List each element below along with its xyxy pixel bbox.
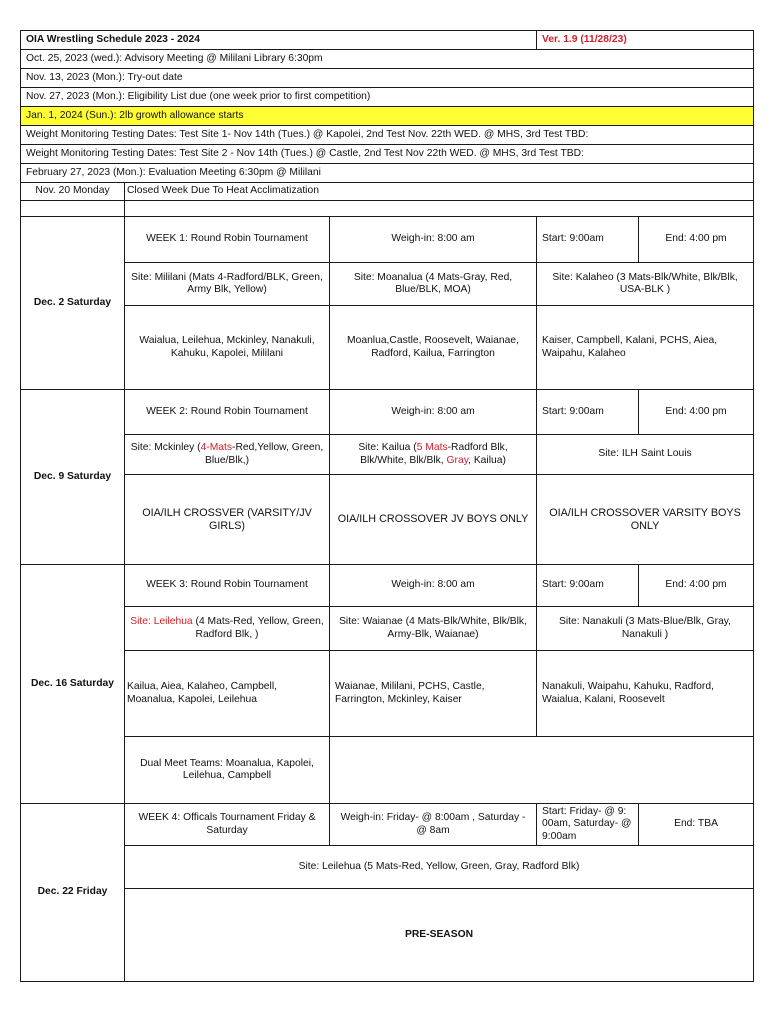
week3-header-row — [21, 565, 754, 607]
week2-start: Start: 9:00am — [537, 390, 639, 435]
week2-crossover-girls: OIA/ILH CROSSVER (VARSITY/JV GIRLS) — [125, 475, 330, 565]
week3-start: Start: 9:00am — [537, 565, 639, 607]
note-row — [21, 164, 754, 183]
week3-dual-meet-teams: Dual Meet Teams: Moanalua, Kapolei, Leilehua, Campbell — [125, 737, 330, 804]
week1-teams-mililani: Waialua, Leilehua, Mckinley, Nanakuli, Kahuku, Kapolei, Mililani — [125, 306, 330, 390]
week3-teams-waianae: Waianae, Mililani, PCHS, Castle, Farrington, Mckinley, Kaiser — [330, 651, 537, 737]
week4-weigh-in: Weigh-in: Friday- @ 8:00am , Saturday - @ 8am — [330, 804, 537, 846]
week1-teams-kalaheo: Kaiser, Campbell, Kalani, PCHS, Aiea, Waipahu, Kalaheo — [537, 306, 754, 390]
document-title: OIA Wrestling Schedule 2023 - 2024 — [21, 31, 537, 50]
closed-week-date: Nov. 20 Monday — [21, 183, 125, 201]
week2-site-kailua-end: , Kailua) — [468, 454, 506, 466]
week3-dual-meet-row — [21, 737, 754, 804]
week1-site-moanalua: Site: Moanalua (4 Mats-Gray, Red, Blue/BLK, MOA) — [330, 263, 537, 306]
week2-date: Dec. 9 Saturday — [21, 390, 125, 565]
week1-site-mililani: Site: Mililani (Mats 4-Radford/BLK, Green, Army Blk, Yellow) — [125, 263, 330, 306]
week1-weigh-in: Weigh-in: 8:00 am — [330, 217, 537, 263]
empty-cell — [125, 201, 754, 217]
note-row — [21, 145, 754, 164]
week2-crossover-varsity-boys: OIA/ILH CROSSOVER VARSITY BOYS ONLY — [537, 475, 754, 565]
week3-title: WEEK 3: Round Robin Tournament — [125, 565, 330, 607]
note-weight-testing-site1: Weight Monitoring Testing Dates: Test Site 1- Nov 14th (Tues.) @ Kapolei, 2nd Test Nov. 22th WED. @ MHS, 3rd Test TBD: — [21, 126, 754, 145]
week4-header-row — [21, 804, 754, 846]
week3-site-nanakuli: Site: Nanakuli (3 Mats-Blue/Blk, Gray, Nanakuli ) — [537, 607, 754, 651]
week3-sites-row — [21, 607, 754, 651]
week2-sites-row — [21, 435, 754, 475]
week3-teams-nanakuli: Nanakuli, Waipahu, Kahuku, Radford, Waialua, Kalani, Roosevelt — [537, 651, 754, 737]
week1-teams-row — [21, 306, 754, 390]
week1-site-kalaheo: Site: Kalaheo (3 Mats-Blk/White, Blk/Blk, USA-BLK ) — [537, 263, 754, 306]
week1-teams-moanalua: Moanlua,Castle, Roosevelt, Waianae, Radford, Kailua, Farrington — [330, 306, 537, 390]
week4-start: Start: Friday- @ 9: 00am, Saturday- @ 9:00am — [537, 804, 639, 846]
schedule-table — [20, 30, 754, 982]
week3-teams-leilehua: Kailua, Aiea, Kalaheo, Campbell, Moanalua, Kapolei, Leilehua — [125, 651, 330, 737]
note-row — [21, 126, 754, 145]
week2-site-kailua — [330, 435, 537, 475]
week3-site-waianae: Site: Waianae (4 Mats-Blk/White, Blk/Blk, Army-Blk, Waianae) — [330, 607, 537, 651]
week3-site-leilehua — [125, 607, 330, 651]
week2-site-kailua-gray: Gray — [446, 454, 469, 466]
week4-preseason: PRE-SEASON — [125, 889, 754, 982]
note-advisory-meeting: Oct. 25, 2023 (wed.): Advisory Meeting @ Mililani Library 6:30pm — [21, 50, 754, 69]
week2-site-mckinley-colors: -Red,Yellow, Green, Blue/Blk,) — [204, 442, 324, 466]
week2-site-mckinley — [125, 435, 330, 475]
week2-crossover-jv-boys: OIA/ILH CROSSOVER JV BOYS ONLY — [330, 475, 537, 565]
week1-date: Dec. 2 Saturday — [21, 217, 125, 390]
note-weight-testing-site2: Weight Monitoring Testing Dates: Test Site 2 - Nov 14th (Tues.) @ Castle, 2nd Test Nov 22th WED. @ MHS, 3rd Test TBD: — [21, 145, 754, 164]
week2-site-ilh-saint-louis: Site: ILH Saint Louis — [537, 435, 754, 475]
week2-end: End: 4:00 pm — [639, 390, 754, 435]
week1-title: WEEK 1: Round Robin Tournament — [125, 217, 330, 263]
week1-sites-row — [21, 263, 754, 306]
version-label: Ver. 1.9 (11/28/23) — [537, 31, 754, 50]
week2-header-row — [21, 390, 754, 435]
week2-title: WEEK 2: Round Robin Tournament — [125, 390, 330, 435]
week2-weigh-in: Weigh-in: 8:00 am — [330, 390, 537, 435]
closed-week-row — [21, 183, 754, 201]
week2-site-mckinley-label: Site: Mckinley ( — [130, 442, 201, 454]
week4-site-leilehua: Site: Leilehua (5 Mats-Red, Yellow, Green, Gray, Radford Blk) — [125, 846, 754, 889]
week2-site-kailua-label: Site: Kailua ( — [358, 442, 417, 454]
week3-teams-row — [21, 651, 754, 737]
week3-end: End: 4:00 pm — [639, 565, 754, 607]
week4-title: WEEK 4: Officals Tournament Friday & Saturday — [125, 804, 330, 846]
header-row — [21, 31, 754, 50]
week4-end: End: TBA — [639, 804, 754, 846]
week4-preseason-row — [21, 889, 754, 982]
week2-site-kailua-colors: -Radford Blk, Blk/White, Blk/Blk, — [360, 442, 508, 466]
week3-site-leilehua-mats: (4 Mats-Red, Yellow, Green, Radford Blk, ) — [192, 616, 324, 640]
note-row — [21, 107, 754, 126]
week2-site-kailua-mats: 5 Mats — [416, 442, 448, 454]
week3-site-leilehua-label: Site: Leilehua — [130, 616, 193, 628]
week4-date: Dec. 22 Friday — [21, 804, 125, 982]
note-eligibility-list: Nov. 27, 2023 (Mon.): Eligibility List due (one week prior to first competition) — [21, 88, 754, 107]
note-row — [21, 88, 754, 107]
week2-site-mckinley-mats: 4-Mats — [200, 442, 233, 454]
week2-crossover-row — [21, 475, 754, 565]
empty-cell — [21, 201, 125, 217]
note-tryout-date: Nov. 13, 2023 (Mon.): Try-out date — [21, 69, 754, 88]
week3-weigh-in: Weigh-in: 8:00 am — [330, 565, 537, 607]
note-evaluation-meeting: February 27, 2023 (Mon.): Evaluation Meeting 6:30pm @ Mililani — [21, 164, 754, 183]
week4-site-row — [21, 846, 754, 889]
week1-header-row — [21, 217, 754, 263]
schedule-document — [20, 30, 753, 982]
closed-week-text: Closed Week Due To Heat Acclimatization — [125, 183, 754, 201]
note-row — [21, 69, 754, 88]
week1-start: Start: 9:00am — [537, 217, 639, 263]
spacer-row — [21, 201, 754, 217]
empty-cell — [330, 737, 754, 804]
week3-date: Dec. 16 Saturday — [21, 565, 125, 804]
week1-end: End: 4:00 pm — [639, 217, 754, 263]
note-row — [21, 50, 754, 69]
note-growth-allowance: Jan. 1, 2024 (Sun.): 2lb growth allowance starts — [21, 107, 754, 126]
